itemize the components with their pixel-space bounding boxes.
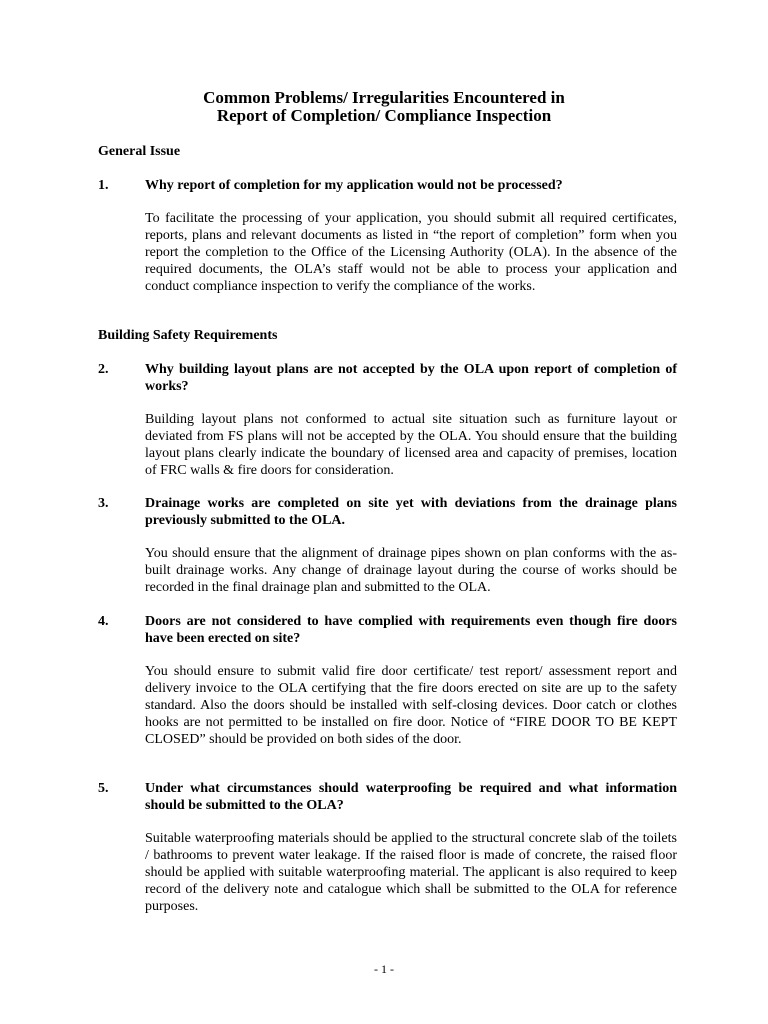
question-number-2: 2.: [98, 362, 109, 377]
question-1: Why report of completion for my application would not be processed?: [145, 178, 563, 193]
question-number-1: 1.: [98, 178, 109, 193]
answer-5: Suitable waterproofing materials should be applied to the structural concrete slab of the toilets / bathrooms to prevent water leakage. If the raised floor is made of concrete, the raised floor should be applied with suitable waterproofing material. The applicant is also required to keep record of the delivery note and catalogue which shall be submitted to the OLA for reference purposes.: [145, 831, 677, 914]
question-number-4: 4.: [98, 614, 109, 629]
question-3: Drainage works are completed on site yet with deviations from the drainage plans previously submitted to the OLA.: [145, 496, 677, 528]
question-4: Doors are not considered to have complied with requirements even though fire doors have been erected on site?: [145, 614, 677, 646]
answer-4: You should ensure to submit valid fire door certificate/ test report/ assessment report and delivery invoice to the OLA certifying that the fire doors erected on site are up to the safety standard. Also the doors should be installed with self-closing devices. Door catch or clothes hooks are not permitted to be installed on fire door. Notice of “FIRE DOOR TO BE KEPT CLOSED” should be provided on both sides of the door.: [145, 664, 677, 747]
question-number-5: 5.: [98, 781, 109, 796]
question-5: Under what circumstances should waterproofing be required and what information should be submitted to the OLA?: [145, 781, 677, 813]
page-number: - 1 -: [374, 962, 394, 976]
answer-1: To facilitate the processing of your application, you should submit all required certificates, reports, plans and relevant documents as listed in “the report of completion” form when you report the completion to the Office of the Licensing Authority (OLA). In the absence of the required documents, the OLA’s staff would not be able to process your application and conduct compliance inspection to verify the compliance of the works.: [145, 211, 677, 294]
question-2: Why building layout plans are not accepted by the OLA upon report of completion of works?: [145, 362, 677, 394]
answer-2: Building layout plans not conformed to actual site situation such as furniture layout or deviated from FS plans will not be accepted by the OLA. You should ensure that the building layout plans clearly indicate the boundary of licensed area and capacity of premises, location of FRC walls & fire doors for consideration.: [145, 412, 677, 478]
document-title-line-2: Report of Completion/ Compliance Inspection: [216, 106, 552, 125]
document-title-line-1: Common Problems/ Irregularities Encountered in: [203, 88, 565, 107]
section-heading-general-issue: General Issue: [98, 144, 181, 159]
section-heading-building-safety: Building Safety Requirements: [98, 328, 278, 343]
question-number-3: 3.: [98, 496, 109, 511]
answer-3: You should ensure that the alignment of drainage pipes shown on plan conforms with the as-built drainage works. Any change of drainage layout during the course of works should be recorded in the final drainage plan and submitted to the OLA.: [145, 546, 677, 595]
